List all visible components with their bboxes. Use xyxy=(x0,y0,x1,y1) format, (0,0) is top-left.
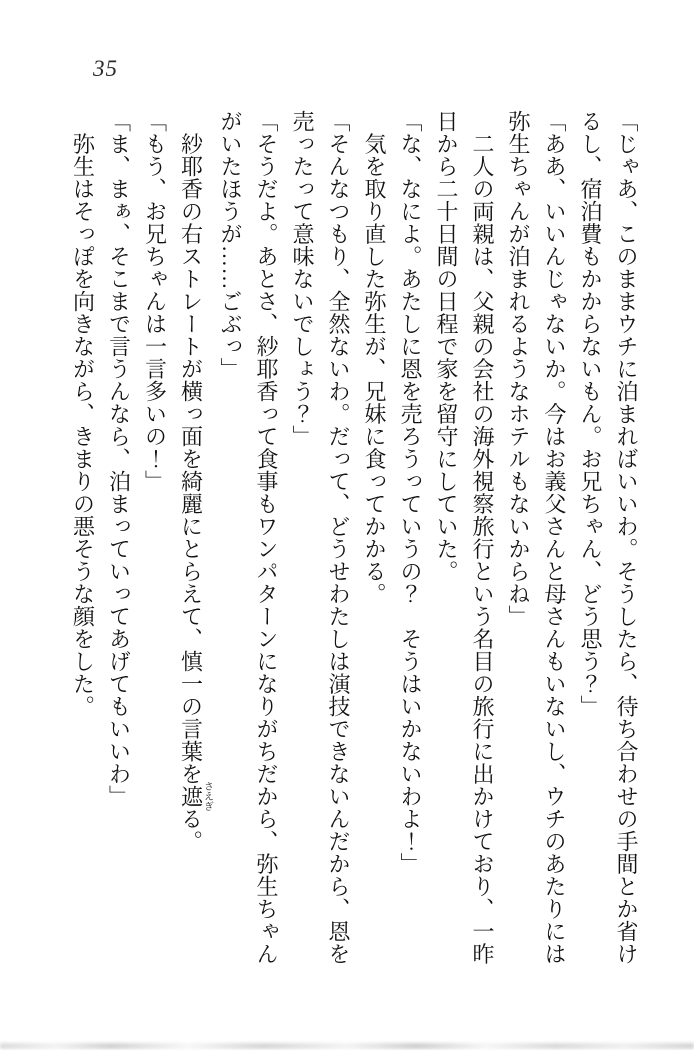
scan-artifact xyxy=(0,1043,694,1049)
text-line: 「ああ、いいんじゃないか。今はお義父さんと母さんもいないし、ウチのあたりには xyxy=(542,110,567,965)
ruby-base: 遮 xyxy=(178,781,204,812)
text-segment: 紗耶香の右ストレートが横っ面を綺麗にとらえて、慎一の言葉を xyxy=(178,110,204,785)
text-segment: る。 xyxy=(178,807,204,853)
text-line: 気を取り直した弥生が、兄妹に食ってかかる。 xyxy=(362,110,387,605)
ruby-annotation xyxy=(178,781,213,812)
text-line: 日から二十日間の日程で家を留守にしていた。 xyxy=(434,110,459,583)
text-line: 二人の両親は、父親の会社の海外視察旅行という名目の旅行に出かけており、一昨 xyxy=(470,110,495,965)
text-line: がいたほうが……ごぶっ」 xyxy=(218,110,243,380)
text-line: 弥生ちゃんが泊まれるようなホテルもないからね」 xyxy=(506,110,531,628)
text-line-with-ruby xyxy=(173,110,213,1010)
text-line: 「な、なによ。あたしに恩を売ろうっていうの？ そうはいかないわよ！」 xyxy=(398,110,423,875)
ruby-furigana: さえぎ xyxy=(201,781,213,812)
text-line: 「もう、お兄ちゃんは一言多いの！」 xyxy=(142,110,168,493)
text-line: るし、宿泊費もかからないもん。お兄ちゃん、どう思う？」 xyxy=(578,110,603,718)
page-number: 35 xyxy=(93,56,118,81)
text-block xyxy=(65,110,645,1010)
text-line: 「ま、まぁ、そこまで言うんなら、泊まっていってあげてもいいわ」 xyxy=(106,110,132,808)
text-line: 「そうだよ。あとさ、紗耶香って食事もワンパターンになりがちだから、弥生ちゃん xyxy=(254,110,279,965)
text-line: 弥生はそっぽを向きながら、きまりの悪そうな顔をした。 xyxy=(70,110,96,718)
text-line: 売ったって意味ないでしょう？」 xyxy=(290,110,315,448)
text-line: 「じゃあ、このままウチに泊まればいいわ。そうしたら、待ち合わせの手間とか省け xyxy=(614,110,639,965)
text-line: 「そんなつもり、全然ないわ。だって、どうせわたしは演技できないんだから、恩を xyxy=(326,110,351,965)
